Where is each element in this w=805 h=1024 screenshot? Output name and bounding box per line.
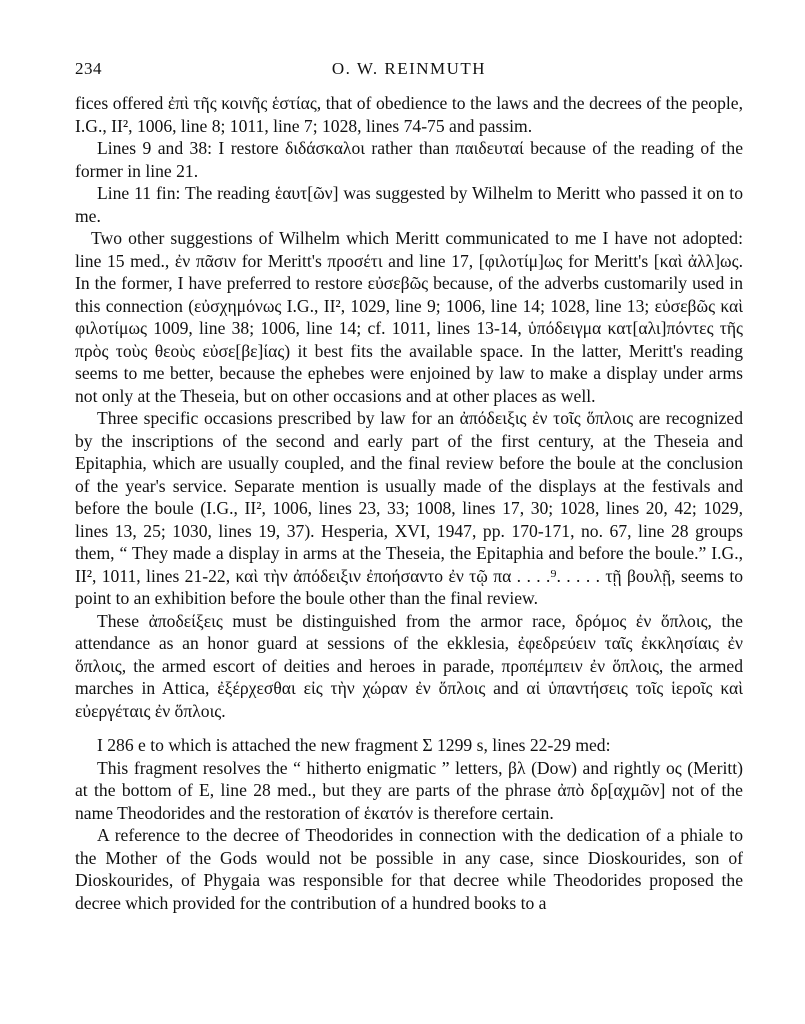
paragraph-3: Line 11 fin: The reading ἑαυτ[ῶν] was suggested by Wilhelm to Meritt who passed it on to me. bbox=[75, 183, 743, 226]
page bbox=[75, 56, 743, 1016]
paragraph-8: This fragment resolves the “ hitherto enigmatic ” letters, βλ (Dow) and rightly ος (Meritt) at the bottom of E, line 28 med., but they are parts of the phrase ἀπὸ δρ[αχμῶν] not of the name Theodorides and the restoration of ἑκατόν is therefore certain. bbox=[75, 757, 743, 823]
paragraph-1: fices offered ἐπὶ τῆς κοινῆς ἑστίας, that of obedience to the laws and the decrees of the people, I.G., II², 1006, line 8; 1011, line 7; 1028, lines 74-75 and passim. bbox=[75, 93, 743, 136]
page-header bbox=[75, 56, 743, 82]
running-head: O. W. REINMUTH bbox=[331, 59, 487, 78]
body-text bbox=[75, 92, 743, 914]
paragraph-5: Three specific occasions prescribed by law for an ἀπόδειξις ἐν τοῖς ὅπλοις are recognized by the inscriptions of the second and early part of the first century, at the Theseia and Epitaphia, which are usually coupled, and the final review before the boule at the conclusion of the year's service. Separate mention is usually made of the displays at the festivals and before the boule (I.G., II², 1006, lines 23, 33; 1008, lines 17, 30; 1028, lines 20, 42; 1029, lines 13, 25; 1030, lines 19, 37). Hesperia, XVI, 1947, pp. 170-171, no. 67, line 28 groups them, “ They made a display in arms at the Theseia, the Epitaphia and before the boule.” I.G., II², 1011, lines 21-22, καὶ τὴν ἀπόδειξιν ἐποήσαντο ἐν τῷ πα . . . .⁹. . . . . τῇ βουλῇ, seems to point to an exhibition before the boule other than the final review. bbox=[75, 408, 743, 608]
paragraph-2: Lines 9 and 38: I restore διδάσκαλοι rather than παιδευταί because of the reading of the former in line 21. bbox=[75, 138, 743, 181]
paragraph-4: Two other suggestions of Wilhelm which Meritt communicated to me I have not adopted: line 15 med., ἐν πᾶσιν for Meritt's προσέτι and line 17, [φιλοτίμ]ως for Meritt's [καὶ ἀλλ]ως. In the former, I have preferred to restore εὐσεβῶς because, of the adverbs customarily used in this connection (εὐσχημόνως I.G., II², 1029, line 9; 1006, line 14; 1028, line 13; εὐσεβῶς καὶ φιλοτίμως 1009, line 38; 1006, line 14; cf. 1011, lines 13-14, ὑπόδειγμα κατ[αλι]πόντες τῆς πρὸς τοὺς θεοὺς εὐσε[βε]ίας) it best fits the available space. In the latter, Meritt's reading seems to me better, because the ephebes were enjoined by law to make a display under arms not only at the Theseia, but on other occasions and at other places as well. bbox=[75, 228, 743, 406]
section-gap bbox=[75, 722, 743, 734]
page-number: 234 bbox=[75, 59, 102, 78]
paragraph-6: These ἀποδείξεις must be distinguished from the armor race, δρόμος ἐν ὅπλοις, the attendance as an honor guard at sessions of the ekklesia, ἐφεδρεύειν ταῖς ἐκκλησίαις ἐν ὅπλοις, the armed escort of deities and heroes in parade, προπέμπειν ἐν ὅπλοις, the armed marches in Attica, ἐξέρχεσθαι εἰς τὴν χώραν ἐν ὅπλοις and αἱ ὑπαντήσεις τοῖς ἱεροῖς καὶ εὐεργέταις ἐν ὅπλοις. bbox=[75, 610, 743, 721]
paragraph-9: A reference to the decree of Theodorides in connection with the dedication of a phiale to the Mother of the Gods would not be possible in any case, since Dioskourides, son of Dioskourides, of Phygaia was responsible for that decree while Theodorides proposed the decree which provided for the contribution of a hundred books to a bbox=[75, 825, 743, 913]
paragraph-7: I 286 e to which is attached the new fragment Σ 1299 s, lines 22-29 med: bbox=[97, 735, 611, 755]
